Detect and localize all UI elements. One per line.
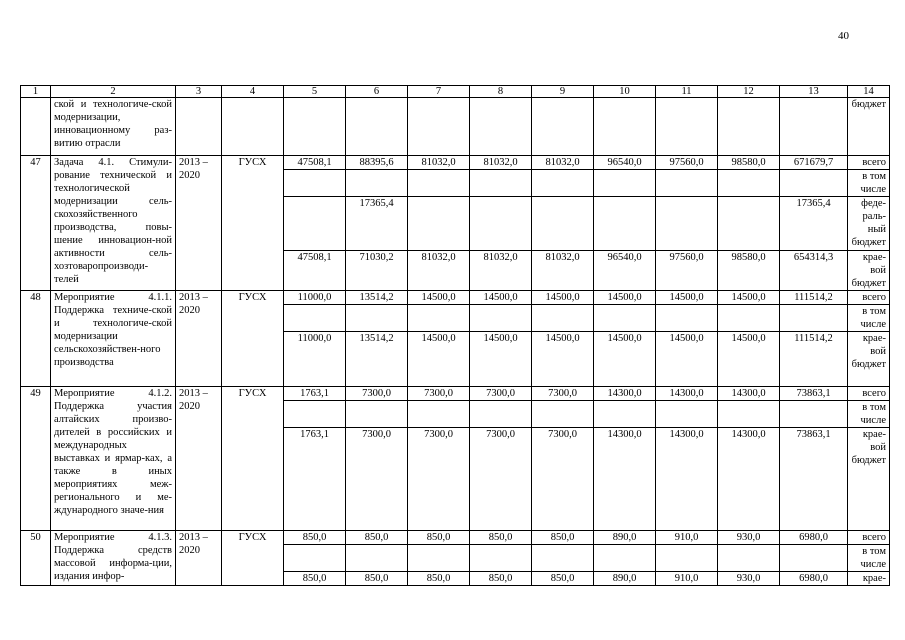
period: 2013 – 2020	[176, 387, 222, 531]
funding-source: в том числе	[848, 545, 890, 572]
budget-value: 890,0	[594, 572, 656, 586]
budget-value: 14500,0	[594, 291, 656, 305]
budget-value	[594, 545, 656, 572]
budget-value	[656, 197, 718, 251]
budget-value: 111514,2	[780, 291, 848, 305]
column-header: 11	[656, 86, 718, 98]
budget-value: 671679,7	[780, 156, 848, 170]
row-number: 48	[21, 291, 51, 387]
budget-value	[718, 305, 780, 332]
funding-source: в том числе	[848, 305, 890, 332]
budget-value	[718, 401, 780, 428]
budget-value: 81032,0	[532, 156, 594, 170]
budget-value: 7300,0	[346, 428, 408, 531]
column-header: 10	[594, 86, 656, 98]
budget-value: 14500,0	[594, 332, 656, 387]
budget-value: 910,0	[656, 572, 718, 586]
budget-value	[594, 305, 656, 332]
table-row	[21, 156, 890, 170]
budget-value: 14300,0	[594, 428, 656, 531]
budget-value: 850,0	[408, 572, 470, 586]
budget-value	[408, 170, 470, 197]
budget-value: 81032,0	[470, 156, 532, 170]
budget-value: 1763,1	[284, 387, 346, 401]
column-header: 6	[346, 86, 408, 98]
budget-value	[532, 197, 594, 251]
budget-value	[470, 170, 532, 197]
table-row	[21, 531, 890, 545]
budget-value: 14500,0	[470, 332, 532, 387]
budget-value: 14300,0	[718, 387, 780, 401]
budget-value: 850,0	[346, 572, 408, 586]
budget-value: 7300,0	[408, 387, 470, 401]
column-header: 9	[532, 86, 594, 98]
budget-value: 98580,0	[718, 251, 780, 291]
budget-value: 654314,3	[780, 251, 848, 291]
budget-value: 13514,2	[346, 291, 408, 305]
budget-value: 11000,0	[284, 332, 346, 387]
budget-value	[346, 401, 408, 428]
table-row	[21, 387, 890, 401]
budget-value: 96540,0	[594, 251, 656, 291]
budget-value: 14500,0	[408, 291, 470, 305]
budget-value: 96540,0	[594, 156, 656, 170]
column-header-row	[21, 86, 890, 98]
budget-value	[470, 197, 532, 251]
column-header: 8	[470, 86, 532, 98]
budget-value: 81032,0	[408, 156, 470, 170]
budget-value	[780, 401, 848, 428]
funding-source: в том числе	[848, 170, 890, 197]
executor	[222, 98, 284, 156]
budget-value: 14500,0	[408, 332, 470, 387]
budget-value	[346, 545, 408, 572]
budget-value	[594, 170, 656, 197]
budget-value: 7300,0	[470, 428, 532, 531]
budget-value: 81032,0	[408, 251, 470, 291]
budget-value	[718, 545, 780, 572]
program-table	[20, 85, 890, 586]
funding-source: всего	[848, 291, 890, 305]
budget-value	[532, 401, 594, 428]
item-name: ской и технологиче-ской модернизации, инновационному раз-витию отрасли	[51, 98, 176, 156]
budget-value: 7300,0	[346, 387, 408, 401]
budget-value: 47508,1	[284, 156, 346, 170]
budget-value: 850,0	[408, 531, 470, 545]
budget-value: 14500,0	[532, 332, 594, 387]
column-header: 3	[176, 86, 222, 98]
budget-value	[718, 170, 780, 197]
column-header: 12	[718, 86, 780, 98]
budget-value: 13514,2	[346, 332, 408, 387]
period: 2013 – 2020	[176, 291, 222, 387]
row-number: 50	[21, 531, 51, 586]
continuation-row	[21, 98, 890, 156]
budget-value: 14300,0	[656, 387, 718, 401]
budget-value: 7300,0	[532, 387, 594, 401]
budget-value	[656, 170, 718, 197]
budget-value	[594, 197, 656, 251]
budget-value: 14500,0	[532, 291, 594, 305]
budget-value: 930,0	[718, 531, 780, 545]
executor: ГУСХ	[222, 156, 284, 291]
funding-source: феде-раль-ный бюджет	[848, 197, 890, 251]
budget-value: 111514,2	[780, 332, 848, 387]
executor: ГУСХ	[222, 291, 284, 387]
budget-value	[284, 401, 346, 428]
period: 2013 – 2020	[176, 156, 222, 291]
executor: ГУСХ	[222, 531, 284, 586]
funding-source: крае-	[848, 572, 890, 586]
column-header: 13	[780, 86, 848, 98]
budget-value: 850,0	[284, 572, 346, 586]
budget-value	[470, 401, 532, 428]
budget-value	[346, 305, 408, 332]
budget-value: 81032,0	[470, 251, 532, 291]
row-number: 49	[21, 387, 51, 531]
budget-value: 14500,0	[656, 332, 718, 387]
budget-value	[284, 197, 346, 251]
budget-value	[284, 170, 346, 197]
column-header: 14	[848, 86, 890, 98]
budget-value: 7300,0	[532, 428, 594, 531]
budget-value: 73863,1	[780, 428, 848, 531]
budget-value: 850,0	[532, 531, 594, 545]
budget-value: 47508,1	[284, 251, 346, 291]
row-number	[21, 98, 51, 156]
budget-value	[470, 545, 532, 572]
item-name: Мероприятие 4.1.3. Поддержка средств массовой информа-ции, издания инфор-	[51, 531, 176, 586]
budget-value	[656, 545, 718, 572]
budget-value: 910,0	[656, 531, 718, 545]
budget-value: 81032,0	[532, 251, 594, 291]
budget-value: 6980,0	[780, 531, 848, 545]
budget-value	[532, 545, 594, 572]
executor: ГУСХ	[222, 387, 284, 531]
budget-value: 11000,0	[284, 291, 346, 305]
funding-source: всего	[848, 531, 890, 545]
budget-value	[780, 545, 848, 572]
item-name: Мероприятие 4.1.2. Поддержка участия алтайских произво-дителей в российских и международных выставках и ярмар-ках, а также в иных мероприятиях меж-регионального и ме-ждународного значе-ния	[51, 387, 176, 531]
funding-source: в том числе	[848, 401, 890, 428]
funding-source: всего	[848, 156, 890, 170]
item-name: Мероприятие 4.1.1. Поддержка техниче-ской и технологиче-ской модернизации сельскохозяйствен-ного производства	[51, 291, 176, 387]
column-header: 5	[284, 86, 346, 98]
budget-value: 88395,6	[346, 156, 408, 170]
row-number: 47	[21, 156, 51, 291]
budget-value	[656, 305, 718, 332]
budget-value: 71030,2	[346, 251, 408, 291]
column-header: 1	[21, 86, 51, 98]
budget-value: 1763,1	[284, 428, 346, 531]
budget-value	[408, 197, 470, 251]
period	[176, 98, 222, 156]
budget-value	[532, 170, 594, 197]
budget-value: 850,0	[346, 531, 408, 545]
table-body	[21, 86, 890, 586]
budget-value	[532, 305, 594, 332]
page-number: 40	[838, 30, 849, 42]
budget-value: 14500,0	[718, 291, 780, 305]
budget-value	[656, 401, 718, 428]
budget-value: 890,0	[594, 531, 656, 545]
budget-value	[780, 170, 848, 197]
budget-value: 14500,0	[656, 291, 718, 305]
budget-value: 850,0	[532, 572, 594, 586]
budget-value: 850,0	[470, 531, 532, 545]
table-row	[21, 291, 890, 305]
budget-value	[284, 305, 346, 332]
column-header: 4	[222, 86, 284, 98]
budget-value: 98580,0	[718, 156, 780, 170]
funding-source: бюджет	[848, 98, 890, 156]
funding-source: крае-вой бюджет	[848, 332, 890, 387]
budget-value: 97560,0	[656, 156, 718, 170]
budget-value	[594, 401, 656, 428]
budget-value: 930,0	[718, 572, 780, 586]
budget-value	[408, 545, 470, 572]
column-header: 7	[408, 86, 470, 98]
budget-value: 7300,0	[408, 428, 470, 531]
budget-value	[780, 305, 848, 332]
budget-value	[346, 170, 408, 197]
budget-value	[408, 401, 470, 428]
budget-value: 850,0	[284, 531, 346, 545]
budget-value: 17365,4	[780, 197, 848, 251]
budget-value: 14500,0	[718, 332, 780, 387]
budget-value	[284, 545, 346, 572]
budget-value: 7300,0	[470, 387, 532, 401]
funding-source: крае-вой бюджет	[848, 428, 890, 531]
budget-value: 850,0	[470, 572, 532, 586]
column-header: 2	[51, 86, 176, 98]
budget-value: 97560,0	[656, 251, 718, 291]
funding-source: крае-вой бюджет	[848, 251, 890, 291]
budget-value	[408, 305, 470, 332]
budget-value: 14300,0	[656, 428, 718, 531]
item-name: Задача 4.1. Стимули-рование технической и технологической модернизации сель-скохозяйственного производства, повы-шение инновацион-ной активности сель-хозтоваропроизводи-телей	[51, 156, 176, 291]
budget-value: 14300,0	[718, 428, 780, 531]
budget-value: 17365,4	[346, 197, 408, 251]
budget-value: 6980,0	[780, 572, 848, 586]
budget-value	[718, 197, 780, 251]
funding-source: всего	[848, 387, 890, 401]
period: 2013 – 2020	[176, 531, 222, 586]
budget-value: 73863,1	[780, 387, 848, 401]
budget-value: 14500,0	[470, 291, 532, 305]
budget-value	[470, 305, 532, 332]
budget-value: 14300,0	[594, 387, 656, 401]
